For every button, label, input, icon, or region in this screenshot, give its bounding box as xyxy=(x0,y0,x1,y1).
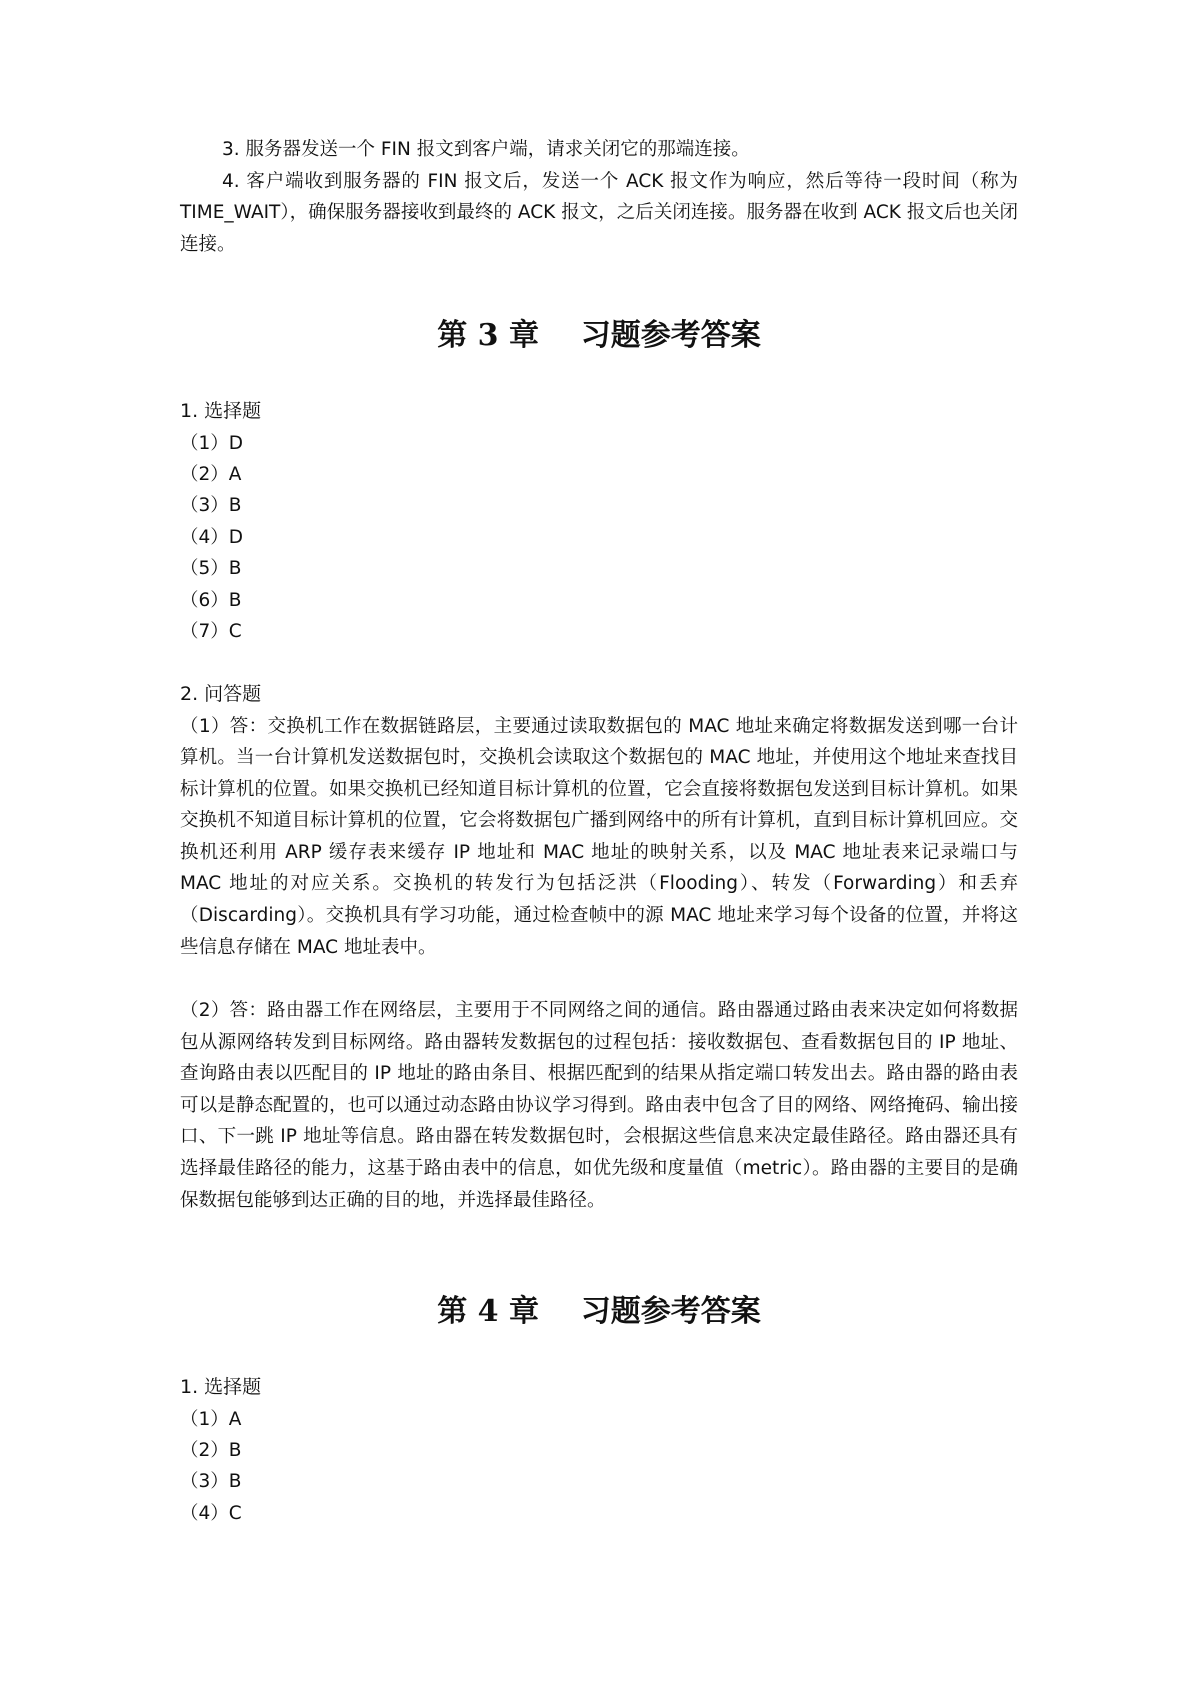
answer-item: （4）D xyxy=(180,526,244,548)
intro-paragraphs xyxy=(180,134,1018,260)
paragraph-step-3: 3. 服务器发送一个 FIN 报文到客户端，请求关闭它的那端连接。 xyxy=(222,139,750,160)
chapter-3-qa-section xyxy=(180,679,1018,963)
qa-answer-2: （2）答：路由器工作在网络层，主要用于不同网络之间的通信。路由器通过路由表来决定如何将数据包从源网络转发到目标网络。路由器转发数据包的过程包括：接收数据包、查看数据包目的 IP 地址、查询路由表以匹配目的 IP 地址的路由条目、根据匹配到的结果从指定端口转发出去。路由器的路由表可以是静态配置的，也可以通过动态路由协议学习得到。路由表中包含了目的网络、网络掩码、输出接口、下一跳 IP 地址等信息。路由器在转发数据包时，会根据这些信息来决定最佳路径。路由器还具有选择最佳路径的能力，这基于路由表中的信息，如优先级和度量值（metric）。路由器的主要目的是确保数据包能够到达正确的目的地，并选择最佳路径。 xyxy=(180,1000,1018,1211)
answer-item: （7）C xyxy=(180,620,242,642)
answer-item: （4）C xyxy=(180,1502,242,1524)
answer-item: （6）B xyxy=(180,589,242,611)
answer-item: （2）A xyxy=(180,463,242,485)
answer-item: （1）A xyxy=(180,1408,242,1430)
answer-item: （5）B xyxy=(180,558,242,580)
choice-heading: 1. 选择题 xyxy=(180,1376,262,1398)
answer-item: （3）B xyxy=(180,495,242,517)
chapter-3-choice-section xyxy=(180,396,1018,647)
chapter-4-choice-section xyxy=(180,1372,1018,1529)
choice-heading: 1. 选择题 xyxy=(180,400,262,422)
chapter-4-title: 第 4 章 习题参考答案 xyxy=(437,1294,761,1329)
paragraph-step-4: 4. 客户端收到服务器的 FIN 报文后，发送一个 ACK 报文作为响应，然后等待一段时间（称为 TIME_WAIT），确保服务器接收到最终的 ACK 报文，之后关闭连接。服务器在收到 ACK 报文后也关闭连接。 xyxy=(180,170,1018,255)
qa-answer-1: （1）答：交换机工作在数据链路层，主要通过读取数据包的 MAC 地址来确定将数据发送到哪一台计算机。当一台计算机发送数据包时，交换机会读取这个数据包的 MAC 地址，并使用这个地址来查找目标计算机的位置。如果交换机已经知道目标计算机的位置，它会直接将数据包发送到目标计算机。如果交换机不知道目标计算机的位置，它会将数据包广播到网络中的所有计算机，直到目标计算机回应。交换机还利用 ARP 缓存表来缓存 IP 地址和 MAC 地址的映射关系，以及 MAC 地址表来记录端口与 MAC 地址的对应关系。交换机的转发行为包括泛洪（Flooding）、转发（Forwarding）和丢弃（Discarding）。交换机具有学习功能，通过检查帧中的源 MAC 地址来学习每个设备的位置，并将这些信息存储在 MAC 地址表中。 xyxy=(180,715,1018,958)
chapter-3-section xyxy=(180,316,1018,356)
chapter-3-title: 第 3 章 习题参考答案 xyxy=(437,318,761,353)
chapter-4-section xyxy=(180,1292,1018,1332)
qa-heading: 2. 问答题 xyxy=(180,683,262,705)
answer-item: （1）D xyxy=(180,432,244,454)
chapter-3-qa-section-2 xyxy=(180,995,1018,1216)
answer-item: （3）B xyxy=(180,1471,242,1493)
answer-item: （2）B xyxy=(180,1439,242,1461)
